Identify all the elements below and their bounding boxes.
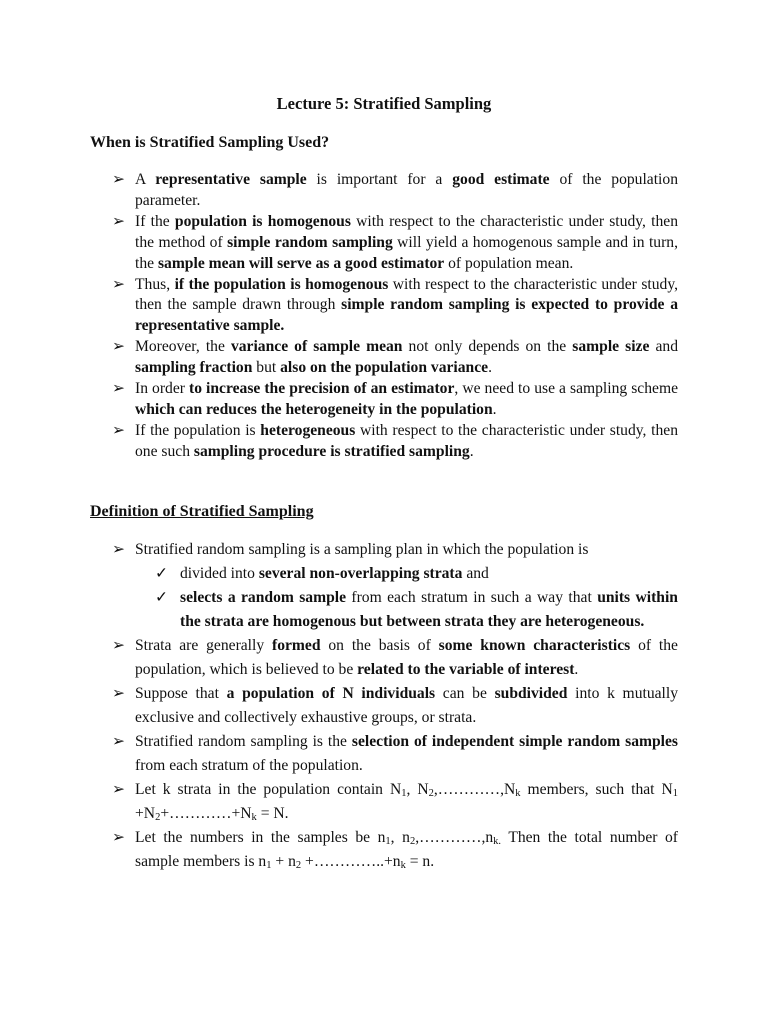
emphasis: simple random sampling is expected to provide a representative sample. [135,296,678,335]
section-heading-when-used: When is Stratified Sampling Used? [90,134,330,151]
text-run: Thus, [135,275,175,293]
emphasis: to increase the precision of an estimator [189,380,455,398]
emphasis: sampling fraction [135,359,253,377]
arrow-bullet-icon: ➢ [112,338,126,356]
text-run: will yield a homogenous sample and in turn, the [135,233,678,272]
list-item [112,634,678,682]
text-run: with respect to the characteristic under study, then the sample drawn through [135,275,678,314]
list-item [112,730,678,778]
checkmark-icon: ✓ [155,565,169,582]
text-run: but [252,359,281,377]
text-run: If the [135,212,175,230]
emphasis: which can reduces the heterogeneity in the population [135,400,493,418]
formula-strata-sizes: Let k strata in the population contain N1, N2,…………,Nk members, such that N1 +N2+…………+Nk = N. [135,781,678,823]
text-run: Strata are generally [135,637,273,654]
emphasis: selects a random sample [180,589,347,606]
formula-sample-sizes: Let the numbers in the samples be n1, n2,…………,nk. Then the total number of sample members is n1 + n2 +…………..+nk = n. [135,829,679,871]
emphasis: sampling procedure is stratified sampling [193,442,470,460]
text-run: of the population parameter. [135,171,678,209]
emphasis: some known characteristics [438,637,631,654]
arrow-bullet-icon: ➢ [112,637,126,654]
text-run: from each stratum in such a way that [346,589,598,606]
text-run: not only depends on the [402,338,573,356]
emphasis: subdivided [494,685,568,702]
text-run: from each stratum of the population. [135,757,363,774]
section-heading-definition: Definition of Stratified Sampling [90,503,314,520]
list-item [112,212,678,275]
emphasis: sample size [572,338,650,356]
text-run: with respect to the characteristic under study, then the method of [135,212,679,251]
text-run: . [574,661,579,678]
emphasis: also on the population variance [280,359,489,377]
when-used-list [112,170,678,463]
arrow-bullet-icon: ➢ [112,733,126,750]
arrow-bullet-icon: ➢ [112,829,126,846]
list-item [112,826,678,874]
emphasis: variance of sample mean [230,338,403,356]
arrow-bullet-icon: ➢ [112,781,126,798]
emphasis: formed [272,637,321,654]
emphasis: related to the variable of interest [357,661,575,678]
text-run: Moreover, the [135,338,231,356]
list-item [112,379,678,421]
list-item [112,275,678,338]
arrow-bullet-icon: ➢ [112,541,126,558]
text-run: In order [135,380,189,398]
text-run: into k mutually exclusive and collectively exhaustive groups, or strata. [135,685,678,726]
list-item [112,337,678,379]
definition-list [112,538,678,874]
list-item [112,170,678,212]
emphasis: a population of N individuals [226,685,436,702]
text-run: and [462,565,489,582]
text-run: can be [435,685,495,702]
arrow-bullet-icon: ➢ [112,380,126,398]
text-run: A [135,171,156,188]
page-title: Lecture 5: Stratified Sampling [276,94,492,113]
text-run: of the population, which is believed to be [135,637,678,678]
checkmark-icon: ✓ [155,589,169,606]
list-item [112,421,678,463]
text-run: . [469,442,474,460]
emphasis: if the population is homogenous [174,275,389,293]
text-run: of population mean. [444,254,574,272]
arrow-bullet-icon: ➢ [112,171,126,188]
text-run: Suppose that [135,685,227,702]
arrow-bullet-icon: ➢ [112,421,126,439]
emphasis: good estimate [452,171,550,188]
text-run: . [488,359,492,377]
arrow-bullet-icon: ➢ [112,212,126,230]
text-run: . [492,400,497,418]
emphasis: heterogeneous [260,421,356,439]
emphasis: sample mean will serve as a good estimator [157,254,445,272]
text-run: with respect to the characteristic under study, then one such [135,421,678,460]
emphasis: selection of independent simple random samples [351,733,679,750]
emphasis: units within the strata are homogenous but between strata they are heterogeneous. [180,589,678,630]
list-item-text: Stratified random sampling is a sampling plan in which the population is [135,541,589,558]
emphasis: population is homogenous [174,212,351,230]
check-sublist [135,562,678,634]
list-item [112,778,678,826]
text-run: on the basis of [320,637,439,654]
text-run: divided into [180,565,259,582]
arrow-bullet-icon: ➢ [112,685,126,702]
list-item [135,562,678,586]
emphasis: several non-overlapping strata [258,565,463,582]
list-item [135,586,678,634]
text-run: If the population is [135,421,261,439]
text-run: and [649,338,678,356]
emphasis: representative sample [155,171,307,188]
text-run: Stratified random sampling is the [135,733,352,750]
emphasis: simple random sampling [227,233,393,251]
text-run: is important for a [306,171,453,188]
arrow-bullet-icon: ➢ [112,275,126,293]
text-run: , we need to use a sampling scheme [454,380,679,398]
list-item [112,682,678,730]
list-item [112,538,678,634]
